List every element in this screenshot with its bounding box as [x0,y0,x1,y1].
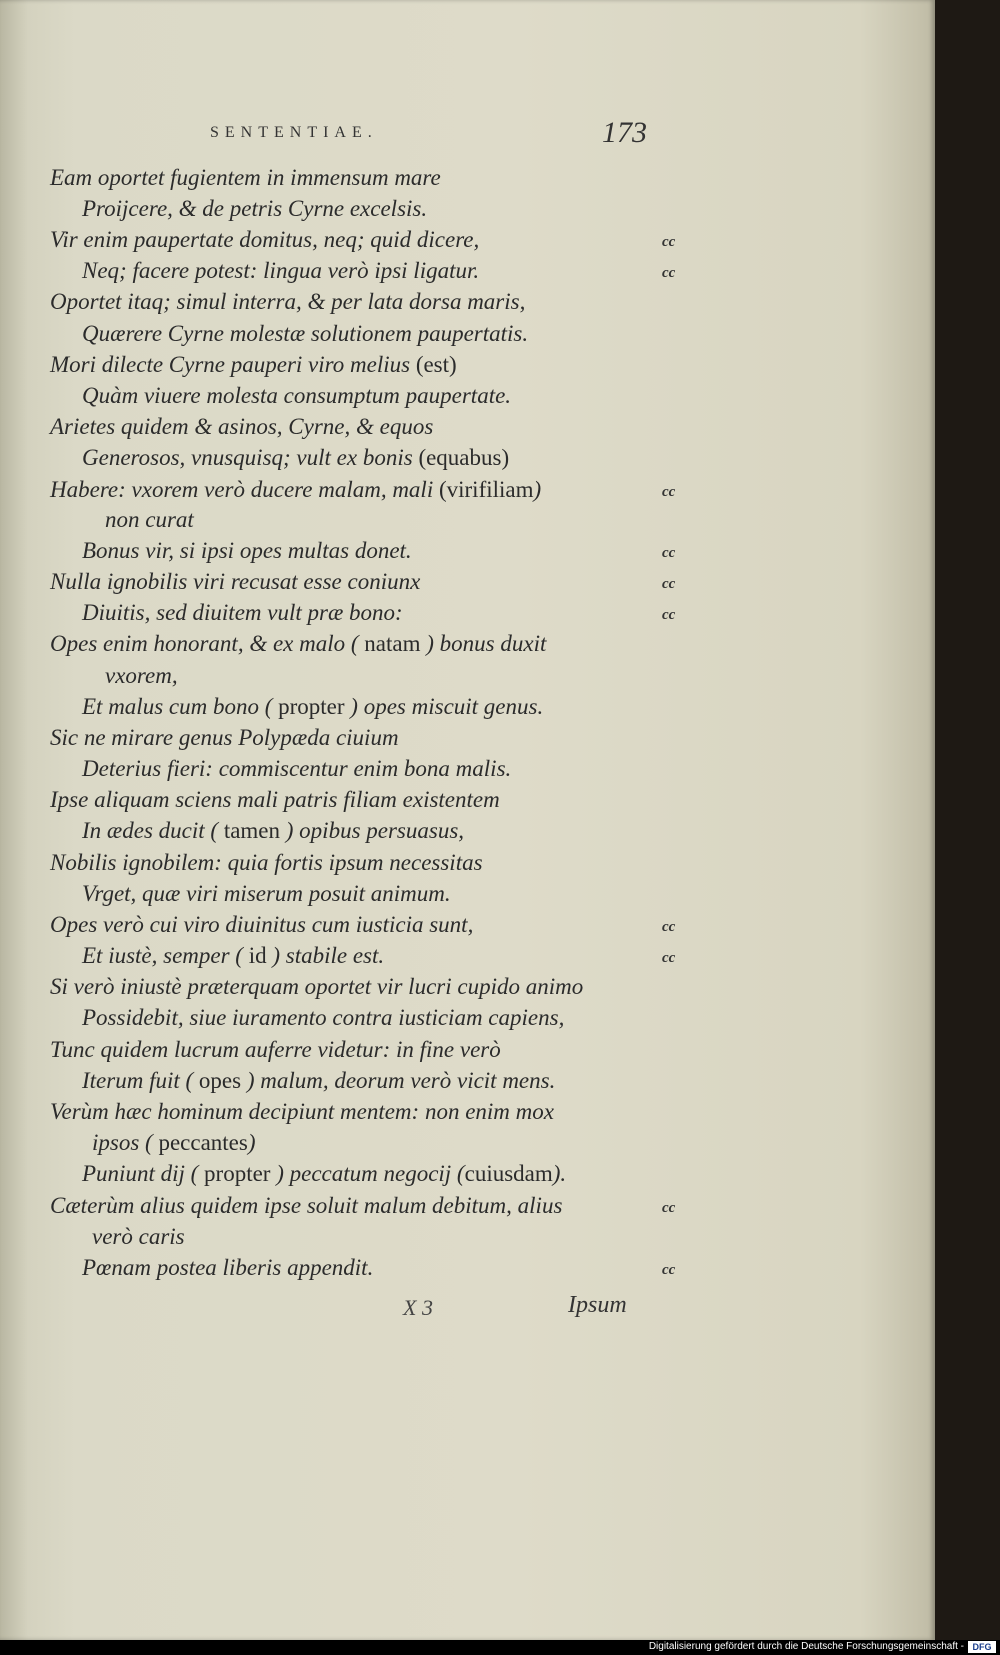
italic-text: Arietes quidem & asinos, Cyrne, & equos [50,414,434,439]
verse-line [50,476,541,504]
verse-line [82,444,509,472]
italic-text: Opes verò cui viro diuinitus cum iusticia sunt, [50,912,474,937]
verse-line [50,351,457,379]
verse-line [82,1160,566,1188]
italic-text: Diuitis, sed diuitem vult præ bono: [82,600,403,625]
verse-line [82,880,451,908]
roman-insert: (est) [415,352,457,377]
verse-line [82,599,403,627]
italic-text: ) peccatum negocij ( [270,1161,465,1186]
italic-text: Pœnam postea liberis appendit. [82,1255,374,1280]
italic-text: Nobilis ignobilem: quia fortis ipsum necessitas [50,850,483,875]
quotation-marginal-mark: cc [662,950,676,966]
verse-line [82,195,427,223]
italic-text: ). [552,1161,567,1186]
roman-insert: natam [364,631,421,656]
italic-text: Cæterùm alius quidem ipse soluit malum debitum, alius [50,1193,563,1218]
quotation-marginal-mark: cc [662,545,676,561]
roman-insert: propter [204,1161,271,1186]
italic-text: ) [533,477,542,502]
italic-text: vxorem, [105,663,178,688]
quotation-marginal-mark: cc [662,1262,676,1278]
verse-line [50,849,483,877]
funding-credit: Digitalisierung gefördert durch die Deutsche Forschungsgemeinschaft - [648,1641,964,1652]
verse-line [82,537,412,565]
italic-text: Habere: vxorem verò ducere malam, mali [50,477,439,502]
roman-insert: (virifiliam [438,477,534,502]
italic-text: Possidebit, siue iuramento contra iusticiam capiens, [82,1005,565,1030]
quotation-marginal-mark: cc [662,265,676,281]
italic-text: Iterum fuit ( [82,1068,199,1093]
italic-text: Opes enim honorant, & ex malo ( [50,631,365,656]
verse-line [50,568,420,596]
italic-text: Oportet itaq; simul interra, & per lata dorsa maris, [50,289,526,314]
roman-insert: propter [278,694,345,719]
italic-text: ipsos ( [92,1130,159,1155]
verse-line [92,1129,256,1157]
catchword: Ipsum [568,1292,627,1318]
verse-line [82,755,511,783]
dfg-logo: DFG [968,1641,996,1653]
roman-insert: cuiusdam [464,1161,553,1186]
italic-text: Eam oportet fugientem in immensum mare [50,165,441,190]
verse-line [50,724,399,752]
italic-text: ) opibus persuasus, [280,818,465,843]
verse-line [92,1223,185,1251]
verse-line [82,382,511,410]
quotation-marginal-mark: cc [662,919,676,935]
verse-line [50,288,525,316]
verse-line [82,817,464,845]
verse-line [82,1067,555,1095]
roman-insert: (equabus) [418,445,510,470]
italic-text: Mori dilecte Cyrne pauperi viro melius [50,352,416,377]
italic-text: Nulla ignobilis viri recusat esse coniunx [50,569,421,594]
italic-text: ) stabile est. [266,943,385,968]
verse-line [82,942,384,970]
italic-text: Puniunt dij ( [82,1161,205,1186]
verse-line [50,413,433,441]
italic-text: ) bonus duxit [420,631,547,656]
verse-line [50,911,473,939]
verse-line [105,506,194,534]
verse-line [50,973,583,1001]
italic-text: Proijcere, & de petris Cyrne excelsis. [82,196,428,221]
verse-line [50,164,441,192]
italic-text: Ipse aliquam sciens mali patris filiam existentem [50,787,500,812]
roman-insert: tamen [223,818,281,843]
italic-text: Neq; facere potest: lingua verò ipsi ligatur. [82,258,480,283]
italic-text: Quàm viuere molesta consumptum paupertate. [82,383,512,408]
quotation-marginal-mark: cc [662,607,676,623]
italic-text: Vir enim paupertate domitus, neq; quid dicere, [50,227,480,252]
roman-insert: peccantes [158,1130,248,1155]
verse-line [82,257,479,285]
quotation-marginal-mark: cc [662,484,676,500]
verse-line [50,630,546,658]
italic-text: Et iustè, semper ( [82,943,249,968]
verse-line [50,1192,562,1220]
verse-line [82,1004,564,1032]
quotation-marginal-mark: cc [662,1200,676,1216]
italic-text: Tunc quidem lucrum auferre videtur: in fine verò [50,1037,501,1062]
italic-text: ) opes miscuit genus. [344,694,544,719]
italic-text: ) malum, deorum verò vicit mens. [241,1068,556,1093]
roman-insert: opes [198,1068,242,1093]
verse-line [50,1098,554,1126]
italic-text: Verùm hæc hominum decipiunt mentem: non enim mox [50,1099,554,1124]
running-head: SENTENTIAE. [210,124,378,141]
roman-insert: id [248,943,267,968]
italic-text: In ædes ducit ( [82,818,224,843]
italic-text: ) [247,1130,256,1155]
verse-line [105,662,178,690]
verse-line [50,786,500,814]
italic-text: Bonus vir, si ipsi opes multas donet. [82,538,412,563]
italic-text: Et malus cum bono ( [82,694,279,719]
verse-line [50,1036,501,1064]
verse-line [82,320,528,348]
italic-text: Vrget, quæ viri miserum posuit animum. [82,881,451,906]
italic-text: Si verò iniustè præterquam oportet vir lucri cupido animo [50,974,584,999]
italic-text: non curat [105,507,194,532]
verse-line [82,693,543,721]
signature-mark: X 3 [403,1295,433,1320]
italic-text: verò caris [92,1224,185,1249]
quotation-marginal-mark: cc [662,234,676,250]
verse-line [50,226,479,254]
italic-text: Deterius fieri: commiscentur enim bona malis. [82,756,512,781]
verse-line [82,1254,373,1282]
quotation-marginal-mark: cc [662,576,676,592]
italic-text: Sic ne mirare genus Polypæda ciuium [50,725,399,750]
italic-text: Quærere Cyrne molestæ solutionem paupertatis. [82,321,529,346]
italic-text: Generosos, vnusquisq; vult ex bonis [82,445,419,470]
page-number: 173 [602,116,647,149]
